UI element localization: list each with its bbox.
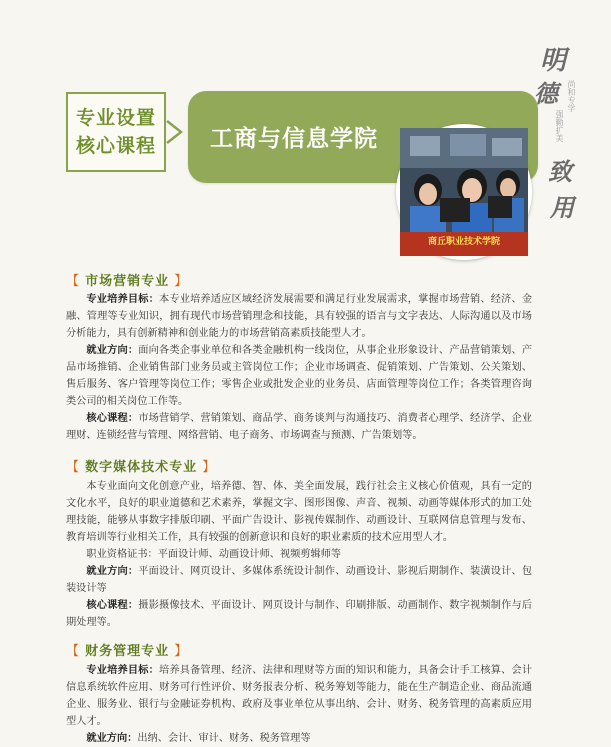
para-label: 专业培养目标： (86, 294, 159, 305)
page-title: 工商与信息学院 (210, 126, 378, 152)
para-label: 核心课程： (86, 413, 139, 424)
chevron-right-icon (164, 118, 186, 146)
para-label: 核心课程： (86, 600, 139, 611)
section-body (66, 291, 532, 444)
calligraphy-char: 致 (548, 157, 572, 186)
tag-line-2: 核心课程 (75, 135, 156, 157)
section-heading: 【 财务管理专业 】 (66, 644, 189, 659)
header-tag-box (66, 92, 166, 172)
classroom-photo (396, 124, 532, 260)
para-label: 就业方向： (86, 345, 139, 356)
para-text: 培养具备管理、经济、法律和理财等方面的知识和能力，具备会计手工核算、会计信息系统软件应用、财务可行性评价、财务报表分析、税务筹划等能力，能在生产制造企业、商品流通企业、服务业、银行与金融证券机构、政府及事业单位从事出纳、会计、财务、税务管理的高素质应用型人才。 (66, 665, 533, 727)
para-text: 出纳、会计、审计、财务、税务管理等 (137, 733, 311, 744)
section-title: 数字媒体技术专业 (85, 460, 198, 475)
section-body (66, 662, 532, 747)
para-text: 本专业培养适应区域经济发展需要和满足行业发展需求，掌握市场营销、经济、金融、管理等专业知识，拥有现代市场营销理念和技能，具有较强的语言与文字表达、人际沟通以及市场分析能力，具有创新精神和创业能力的市场营销高素质技能型人才。 (66, 294, 533, 339)
tag-line-1: 专业设置 (75, 107, 156, 129)
section-title: 市场营销专业 (85, 274, 170, 289)
para-text: 本专业面向文化创意产业，培养德、智、体、美全面发展，践行社会主义核心价值观，具有一定的文化水平，良好的职业道德和艺术素养，掌握文字、图形图像、声音、视频、动画等媒体形式的加工处理技能，能够从事数字排版印刷、平面广告设计、影视传媒制作、动画设计、互联网信息管理与发布、教育培训等行业相关工作，具有较强的创新意识和良好的职业素质的技术应用型人才。 (66, 481, 532, 543)
calligraphy-char: 德 (534, 79, 558, 108)
calligraphy-char: 明 (540, 46, 567, 76)
para-text: 平面设计、网页设计、多媒体系统设计制作、动画设计、影视后期制作、装潢设计、包装设计等 (66, 566, 533, 594)
para-text: 摄影摄像技术、平面设计、网页设计与制作、印刷排版、动画制作、数字视频制作与后期处理等。 (66, 600, 533, 628)
para-label: 就业方向： (86, 733, 138, 744)
section-title: 财务管理专业 (85, 644, 170, 659)
calligraphy-motto (528, 40, 598, 230)
section-heading: 【 市场营销专业 】 (66, 274, 189, 289)
para-label: 专业培养目标： (86, 665, 159, 676)
calligraphy-small: 强勤扩美 (555, 110, 564, 142)
calligraphy-char: 用 (550, 193, 574, 222)
para-text: 面向各类企事业单位和各类金融机构一线岗位，从事企业形象设计、产品营销策划、产品市场推销、企业销售部门业务员或主管岗位工作；企业市场调查、促销策划、广告策划、公关策划、售后服务、客户管理等岗位工作；零售企业或批发企业的业务员、店面管理等岗位工作；各类管理咨询类公司的相关岗位工作等。 (66, 345, 533, 407)
calligraphy-small: 尚和专学 (567, 80, 576, 112)
para-text: 职业资格证书：平面设计师、动画设计师、视频剪辑师等 (86, 549, 342, 560)
para-text: 市场营销学、营销策划、商品学、商务谈判与沟通技巧、消费者心理学、经济学、企业理财、连锁经营与管理、网络营销、电子商务、市场调查与预测、广告策划等。 (66, 413, 533, 441)
section-heading: 【 数字媒体技术专业 】 (66, 460, 217, 475)
photo-banner-text: 商丘职业技术学院 (427, 237, 500, 247)
para-label: 就业方向： (86, 566, 139, 577)
section-body (66, 478, 532, 631)
